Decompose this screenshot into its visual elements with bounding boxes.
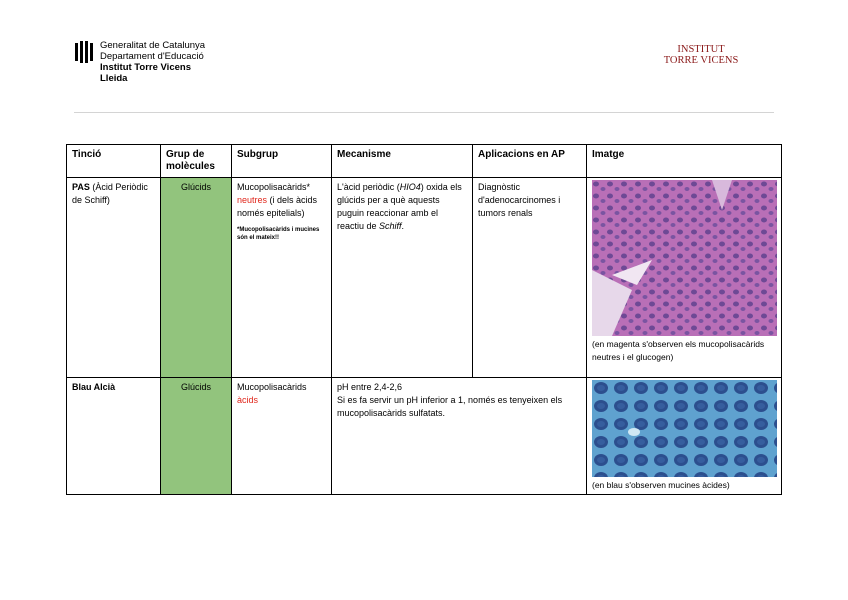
pas-micrograph <box>592 180 777 336</box>
table-row <box>67 178 782 378</box>
alcian-micrograph <box>592 380 777 477</box>
school-logo-line-2: TORRE VICENS <box>663 55 739 66</box>
cell-mecanisme <box>332 378 587 495</box>
mec-line-1: pH entre 2,4-2,6 <box>337 382 403 392</box>
cell-subgrup <box>232 378 332 495</box>
col-header-grup: Grup de molècules <box>161 145 232 178</box>
school-logo-line-1: INSTITUT <box>677 44 725 55</box>
col-header-subgrup: Subgrup <box>232 145 332 178</box>
cell-grup: Glúcids <box>161 378 232 495</box>
table-header-row <box>67 145 782 178</box>
cell-grup: Glúcids <box>161 178 232 378</box>
subgrup-note: *Mucopolisacàrids i mucines són el mateix!! <box>237 227 320 241</box>
table-row <box>67 378 782 495</box>
generalitat-logo-icon <box>74 41 94 63</box>
cell-imatge <box>587 378 782 495</box>
org-line-4: Lleida <box>100 73 128 84</box>
org-line-3: Institut Torre Vicens <box>100 62 191 73</box>
mec-reagent: Schiff <box>379 221 402 231</box>
mec-text-2: ) oxida els glúcids per a què aquests puguin reaccionar amb el reactiu de <box>337 182 462 231</box>
col-header-mecanisme: Mecanisme <box>332 145 473 178</box>
subgrup-rest: (i dels àcids només epitelials) <box>237 195 318 218</box>
org-line-2: Departament d'Educació <box>100 51 204 62</box>
org-text <box>100 40 205 84</box>
cell-mecanisme <box>332 178 473 378</box>
mec-line-2: Si es fa servir un pH inferior a 1, només es tenyeixen els mucopolisacàrids sulfatats. <box>337 395 563 418</box>
subgrup-highlight: neutres <box>237 195 268 205</box>
cell-tincio <box>67 178 161 378</box>
alcian-caption: (en blau s'observen mucines àcides) <box>592 480 730 490</box>
cell-aplicacions: Diagnòstic d'adenocarcinomes i tumors renals <box>473 178 587 378</box>
tincio-detail: (Àcid Periòdic de Schiff) <box>72 182 148 205</box>
staining-table <box>66 144 782 495</box>
col-header-tincio: Tinció <box>67 145 161 178</box>
cell-tincio <box>67 378 161 495</box>
mec-text-1: L'àcid periòdic ( <box>337 182 400 192</box>
mec-formula: HIO4 <box>399 182 421 192</box>
subgrup-main: Mucopolisacàrids <box>237 382 307 392</box>
tincio-name: Blau Alcià <box>72 382 116 392</box>
mec-text-3: . <box>401 221 405 231</box>
subgrup-highlight: àcids <box>237 395 259 405</box>
tincio-name: PAS <box>72 182 90 192</box>
header-divider <box>74 112 774 113</box>
org-line-1: Generalitat de Catalunya <box>100 40 206 51</box>
col-header-aplicacions: Aplicacions en AP <box>473 145 587 178</box>
cell-imatge <box>587 178 782 378</box>
pas-caption: (en magenta s'observen els mucopolisacàrids neutres i el glucogen) <box>592 339 765 362</box>
col-header-imatge: Imatge <box>587 145 782 178</box>
generalitat-header <box>74 40 205 84</box>
cell-subgrup <box>232 178 332 378</box>
subgrup-main: Mucopolisacàrids* <box>237 182 311 192</box>
school-logo <box>658 44 744 66</box>
